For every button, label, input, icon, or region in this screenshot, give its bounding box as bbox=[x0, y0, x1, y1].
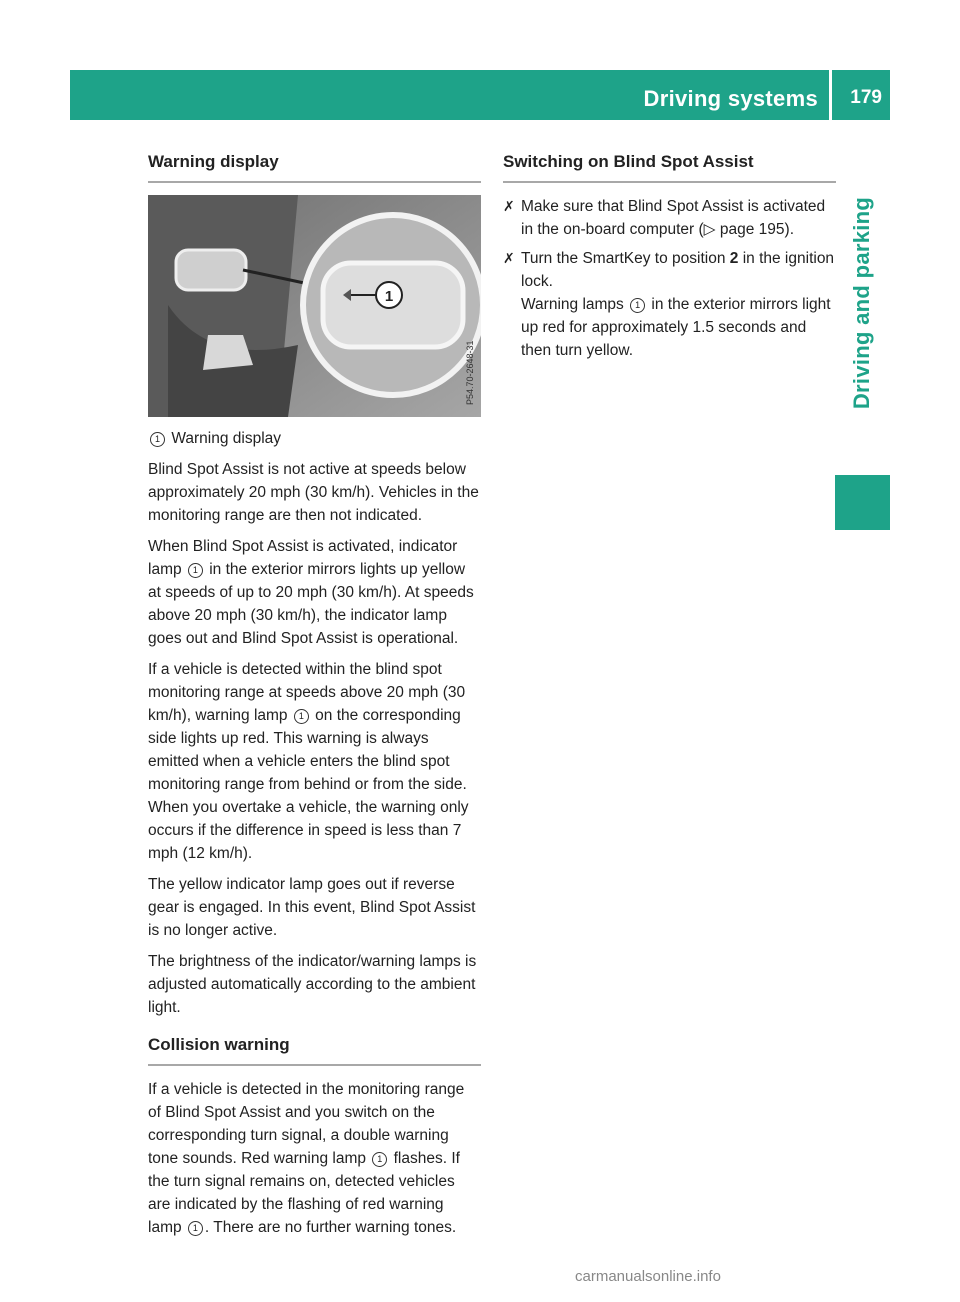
right-column bbox=[503, 150, 836, 368]
step-arrow-icon: ✗ bbox=[503, 198, 515, 214]
mirror-figure bbox=[148, 195, 481, 417]
step-arrow-icon: ✗ bbox=[503, 250, 515, 266]
callout-marker: 1 bbox=[294, 709, 309, 724]
paragraph-detection: If a vehicle is detected within the blind spot monitoring range at speeds above 20 mph (30 km/h), warning lamp 1 on the corresponding side lights up red. This warning is always emitted when a vehicle enters the blind spot monitoring range from behind or from the side. When you overtake a vehicle, the warning only occurs if the difference in speed is less than 7 mph (12 km/h). bbox=[148, 661, 469, 862]
paragraph-inactive-speed: Blind Spot Assist is not active at speeds below approximately 20 mph (30 km/h). Vehicles in the monitoring range are then not indicated. bbox=[148, 461, 479, 524]
figure-callout: 1 bbox=[384, 288, 394, 305]
paragraph-indicator-lamp: When Blind Spot Assist is activated, indicator lamp 1 in the exterior mirrors lights up yellow at speeds of up to 20 mph (30 km/h). At speeds above 20 mph (30 km/h), the indicator lamp goes out and Blind Spot Assist is operational. bbox=[148, 538, 474, 647]
header-divider bbox=[829, 70, 832, 120]
warning-display-heading: Warning display bbox=[148, 150, 481, 183]
step-activate: ✗ Make sure that Blind Spot Assist is activated in the on-board computer (▷ page 195). bbox=[503, 195, 836, 241]
left-column bbox=[148, 150, 481, 1247]
figure-code: P54.70-2648-31 bbox=[465, 340, 475, 405]
chapter-side-tab bbox=[835, 120, 890, 485]
paragraph-brightness: The brightness of the indicator/warning lamps is adjusted automatically according to the ambient light. bbox=[148, 953, 477, 1016]
switching-on-heading: Switching on Blind Spot Assist bbox=[503, 150, 836, 183]
watermark: carmanualsonline.info bbox=[575, 1268, 721, 1285]
figure-legend bbox=[148, 427, 481, 450]
page-number: 179 bbox=[850, 87, 882, 108]
section-title: Driving systems bbox=[643, 86, 818, 111]
callout-marker: 1 bbox=[372, 1152, 387, 1167]
callout-marker: 1 bbox=[188, 1221, 203, 1236]
callout-marker: 1 bbox=[150, 432, 165, 447]
callout-marker: 1 bbox=[630, 298, 645, 313]
legend-text: Warning display bbox=[171, 430, 282, 447]
collision-warning-heading: Collision warning bbox=[148, 1033, 481, 1066]
chapter-label: Driving and parking bbox=[849, 196, 875, 409]
page-reference-icon: ▷ bbox=[703, 221, 716, 238]
paragraph-collision: If a vehicle is detected in the monitoring range of Blind Spot Assist and you switch on the corresponding turn signal, a double warning tone sounds. Red warning lamp 1 flashes. If the turn signal remains on, detected vehicles are indicated by the flashing of red warning lamp 1 . There are no further warning tones. bbox=[148, 1081, 465, 1236]
mirror-illustration bbox=[148, 195, 481, 417]
side-tab-block bbox=[835, 475, 890, 530]
callout-marker: 1 bbox=[188, 563, 203, 578]
header-bar bbox=[70, 70, 890, 120]
paragraph-reverse-gear: The yellow indicator lamp goes out if reverse gear is engaged. In this event, Blind Spot Assist is no longer active. bbox=[148, 876, 476, 939]
step-smartkey: ✗ Turn the SmartKey to position 2 in the ignition lock. Warning lamps 1 in the exterior mirrors light up red for approximately 1.5 seconds and then turn yellow. bbox=[503, 247, 836, 362]
